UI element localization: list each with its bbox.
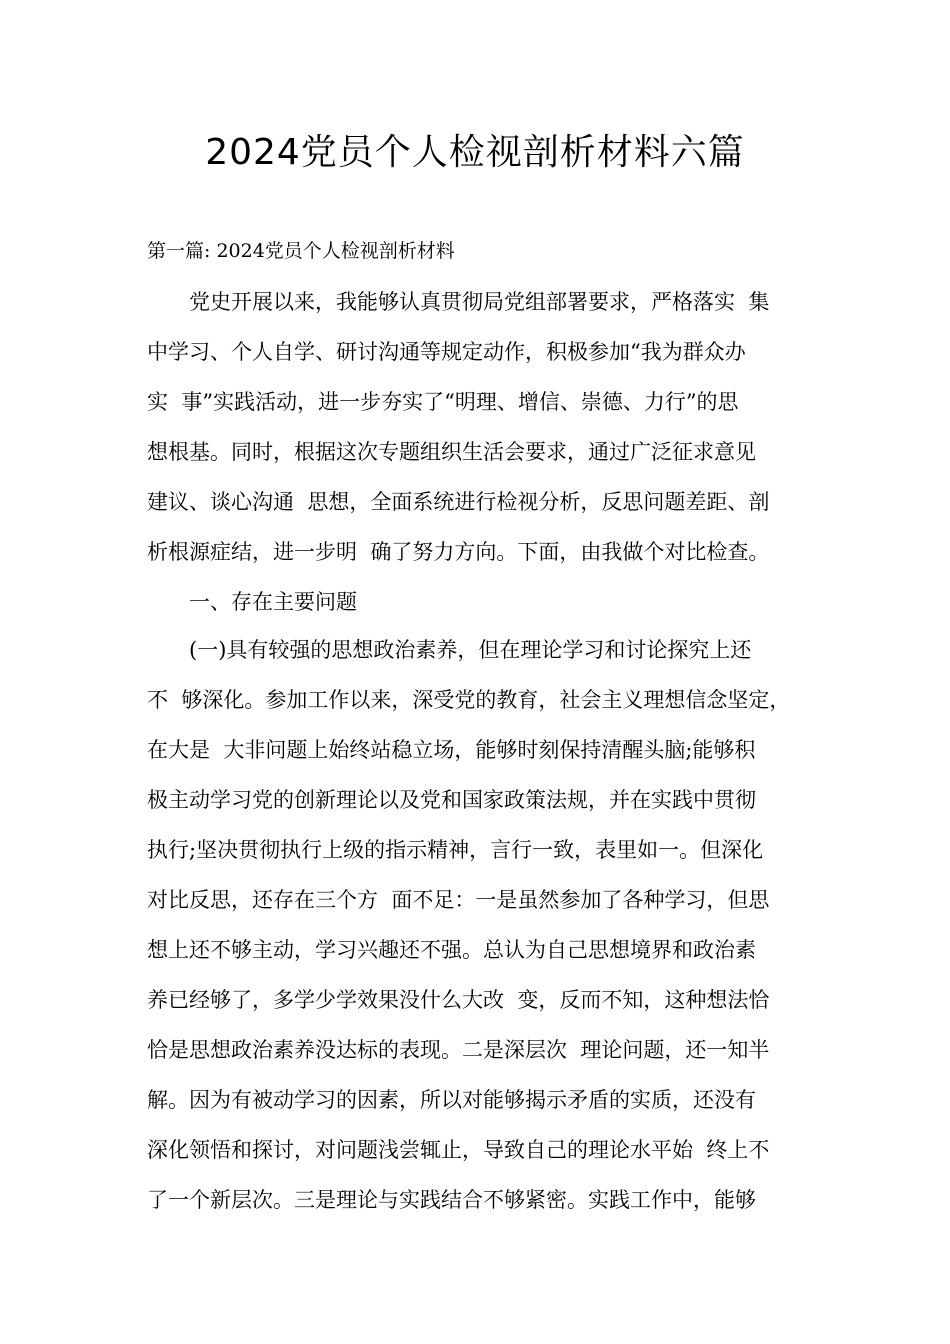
section-subtitle: 第一篇: 2024党员个人检视剖析材料 <box>147 240 455 262</box>
paragraph-line: 恰是思想政治素养没达标的表现。二是深层次 理论问题，还一知半 <box>147 1038 770 1062</box>
paragraph-line: 想上还不够主动，学习兴趣还不强。总认为自己思想境界和政治素 <box>147 938 756 962</box>
paragraph-line: 想根基。同时，根据这次专题组织生活会要求，通过广泛征求意见 <box>147 440 756 464</box>
paragraph-line: 深化领悟和探讨，对问题浅尝辄止，导致自己的理论水平始 终上不 <box>147 1138 770 1162</box>
paragraph-line: 党史开展以来，我能够认真贯彻局党组部署要求，严格落实 集 <box>189 290 770 314</box>
paragraph-line: 执行;坚决贯彻执行上级的指示精神，言行一致，表里如一。但深化 <box>147 838 764 862</box>
paragraph-line: 在大是 大非问题上始终站稳立场，能够时刻保持清醒头脑;能够积 <box>147 738 756 762</box>
paragraph-line: 对比反思，还存在三个方 面不足：一是虽然参加了各种学习，但思 <box>147 888 770 912</box>
document-title: 2024党员个人检视剖析材料六篇 <box>205 132 745 173</box>
paragraph-line: 实 事”实践活动，进一步夯实了“明理、增信、崇德、力行”的思 <box>147 390 739 414</box>
paragraph-line: 建议、谈心沟通 思想，全面系统进行检视分析，反思问题差距、剖 <box>147 490 770 514</box>
paragraph-line: 解。因为有被动学习的因素，所以对能够揭示矛盾的实质，还没有 <box>147 1088 756 1112</box>
section-heading: 一、存在主要问题 <box>189 590 357 614</box>
paragraph-line: (一)具有较强的思想政治素养，但在理论学习和讨论探究上还 <box>189 638 752 662</box>
paragraph-line: 极主动学习党的创新理论以及党和国家政策法规，并在实践中贯彻 <box>147 788 756 812</box>
paragraph-line: 析根源症结，进一步明 确了努力方向。下面，由我做个对比检查。 <box>147 540 770 564</box>
paragraph-line: 养已经够了，多学少学效果没什么大改 变，反而不知，这种想法恰 <box>147 988 770 1012</box>
paragraph-line: 不 够深化。参加工作以来，深受党的教育，社会主义理想信念坚定， <box>147 688 791 712</box>
paragraph-line: 了一个新层次。三是理论与实践结合不够紧密。实践工作中，能够 <box>147 1188 756 1212</box>
paragraph-line: 中学习、个人自学、研讨沟通等规定动作，积极参加“我为群众办 <box>147 340 746 364</box>
